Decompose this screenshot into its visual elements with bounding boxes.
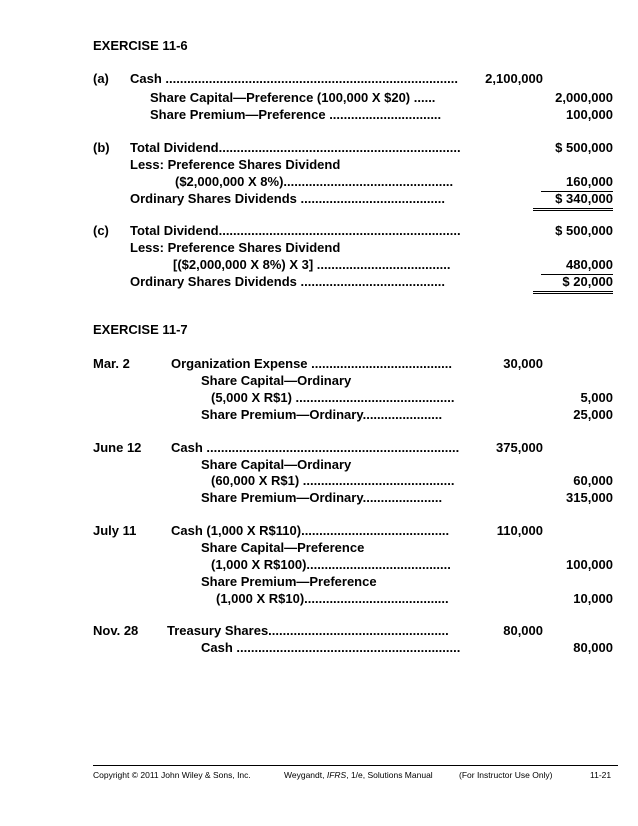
- book-author: Weygandt,: [284, 770, 327, 780]
- entry-c-line-4: [93, 273, 613, 291]
- debit-amount: 375,000: [496, 440, 543, 455]
- exercise-title: EXERCISE 11-6: [93, 38, 188, 53]
- entry-a-line-1: [93, 70, 613, 88]
- part-label: (b): [93, 140, 110, 155]
- share-capital-calc: (5,000 X R$1) ............................................: [211, 390, 455, 405]
- book-citation: [284, 770, 433, 780]
- ordinary-dividends-amount: $ 20,000: [533, 273, 613, 294]
- credit-amount: 2,000,000: [555, 90, 613, 105]
- entry-b-line-1: [93, 139, 613, 157]
- account-treasury-shares: Treasury Shares..................................................: [167, 623, 449, 638]
- entry-july-line-3: [93, 556, 613, 574]
- credit-amount: 60,000: [573, 473, 613, 488]
- entry-date: Mar. 2: [93, 356, 130, 371]
- entry-date: July 11: [93, 523, 137, 538]
- account-share-premium-preference: Share Premium—Preference: [201, 574, 377, 589]
- account-share-premium-ordinary: Share Premium—Ordinary......................: [201, 490, 443, 505]
- credit-amount: 10,000: [573, 591, 613, 606]
- entry-c-line-1: [93, 222, 613, 240]
- part-label: (c): [93, 223, 109, 238]
- account-share-capital-ordinary: Share Capital—Ordinary: [201, 457, 352, 472]
- book-title: IFRS: [326, 770, 347, 780]
- account-share-capital-ordinary: Share Capital—Ordinary: [201, 373, 352, 388]
- entry-mar-line-3: [93, 389, 613, 407]
- credit-amount: 80,000: [573, 640, 613, 655]
- ordinary-dividends-label: Ordinary Shares Dividends ........................................: [130, 191, 445, 206]
- share-capital-calc: (60,000 X R$1) ..........................................: [211, 473, 455, 488]
- account-organization-expense: Organization Expense .......................................: [171, 356, 453, 371]
- debit-amount: 2,100,000: [485, 71, 543, 86]
- credit-amount: 100,000: [566, 107, 613, 122]
- credit-amount: 25,000: [573, 407, 613, 422]
- entry-june-line-4: [93, 489, 613, 507]
- account-share-premium-ordinary: Share Premium—Ordinary......................: [201, 407, 443, 422]
- part-label: (a): [93, 71, 109, 86]
- credit-amount: 100,000: [566, 557, 613, 572]
- total-dividend-label: Total Dividend...................................................................: [130, 223, 461, 238]
- entry-date: Nov. 28: [93, 623, 139, 638]
- preference-calc: ($2,000,000 X 8%)...............................................: [175, 174, 454, 189]
- exercise-title: EXERCISE 11-7: [93, 322, 188, 337]
- debit-amount: 30,000: [503, 356, 543, 371]
- less-preference-label: Less: Preference Shares Dividend: [130, 157, 341, 172]
- entry-a-line-3: [93, 106, 613, 124]
- book-edition: , 1/e, Solutions Manual: [346, 770, 433, 780]
- page-number: 11-21: [590, 770, 612, 780]
- entry-june-line-3: [93, 472, 613, 490]
- entry-june-line-1: [93, 439, 613, 457]
- exercise-11-7-title: [93, 321, 613, 339]
- entry-date: June 12: [93, 440, 142, 455]
- exercise-11-6-title: [93, 37, 613, 55]
- ordinary-dividends-amount: $ 340,000: [533, 190, 613, 211]
- less-preference-label: Less: Preference Shares Dividend: [130, 240, 341, 255]
- account-share-premium-preference: Share Premium—Preference ...............................: [150, 107, 442, 122]
- total-dividend-label: Total Dividend...................................................................: [130, 140, 461, 155]
- entry-c-line-2: [93, 239, 613, 257]
- entry-july-line-1: [93, 522, 613, 540]
- entry-mar-line-4: [93, 406, 613, 424]
- page-footer: [93, 765, 618, 786]
- account-cash: Cash ..............................................................: [201, 640, 461, 655]
- account-share-capital-preference: Share Capital—Preference: [201, 540, 365, 555]
- share-premium-calc: (1,000 X R$10)........................................: [216, 591, 449, 606]
- entry-b-line-3: [93, 173, 613, 191]
- debit-amount: 80,000: [503, 623, 543, 638]
- entry-b-line-4: [93, 190, 613, 208]
- preference-calc: [($2,000,000 X 8%) X 3] .....................................: [173, 257, 451, 272]
- preference-dividend-amount: 480,000: [541, 256, 613, 275]
- usage-notice: (For Instructor Use Only): [459, 770, 553, 780]
- ordinary-dividends-label: Ordinary Shares Dividends ........................................: [130, 274, 445, 289]
- account-cash: Cash (1,000 X R$110).........................................: [171, 523, 450, 538]
- debit-amount: 110,000: [496, 523, 543, 538]
- account-cash: Cash ......................................................................: [171, 440, 460, 455]
- entry-b-line-2: [93, 156, 613, 174]
- entry-nov-line-1: [93, 622, 613, 640]
- entry-mar-line-2: [93, 372, 613, 390]
- total-dividend-amount: $ 500,000: [555, 140, 613, 155]
- preference-dividend-amount: 160,000: [541, 173, 613, 192]
- entry-july-line-5: [93, 590, 613, 608]
- copyright-text: Copyright © 2011 John Wiley & Sons, Inc.: [93, 770, 251, 780]
- credit-amount: 5,000: [580, 390, 613, 405]
- entry-july-line-2: [93, 539, 613, 557]
- account-share-capital-preference: Share Capital—Preference (100,000 X $20) ......: [150, 90, 436, 105]
- entry-c-line-3: [93, 256, 613, 274]
- entry-nov-line-2: [93, 639, 613, 657]
- total-dividend-amount: $ 500,000: [555, 223, 613, 238]
- entry-july-line-4: [93, 573, 613, 591]
- entry-mar-line-1: [93, 355, 613, 373]
- account-cash: Cash .................................................................................: [130, 71, 458, 86]
- credit-amount: 315,000: [566, 490, 613, 505]
- share-capital-calc: (1,000 X R$100)........................................: [211, 557, 451, 572]
- entry-a-line-2: [93, 89, 613, 107]
